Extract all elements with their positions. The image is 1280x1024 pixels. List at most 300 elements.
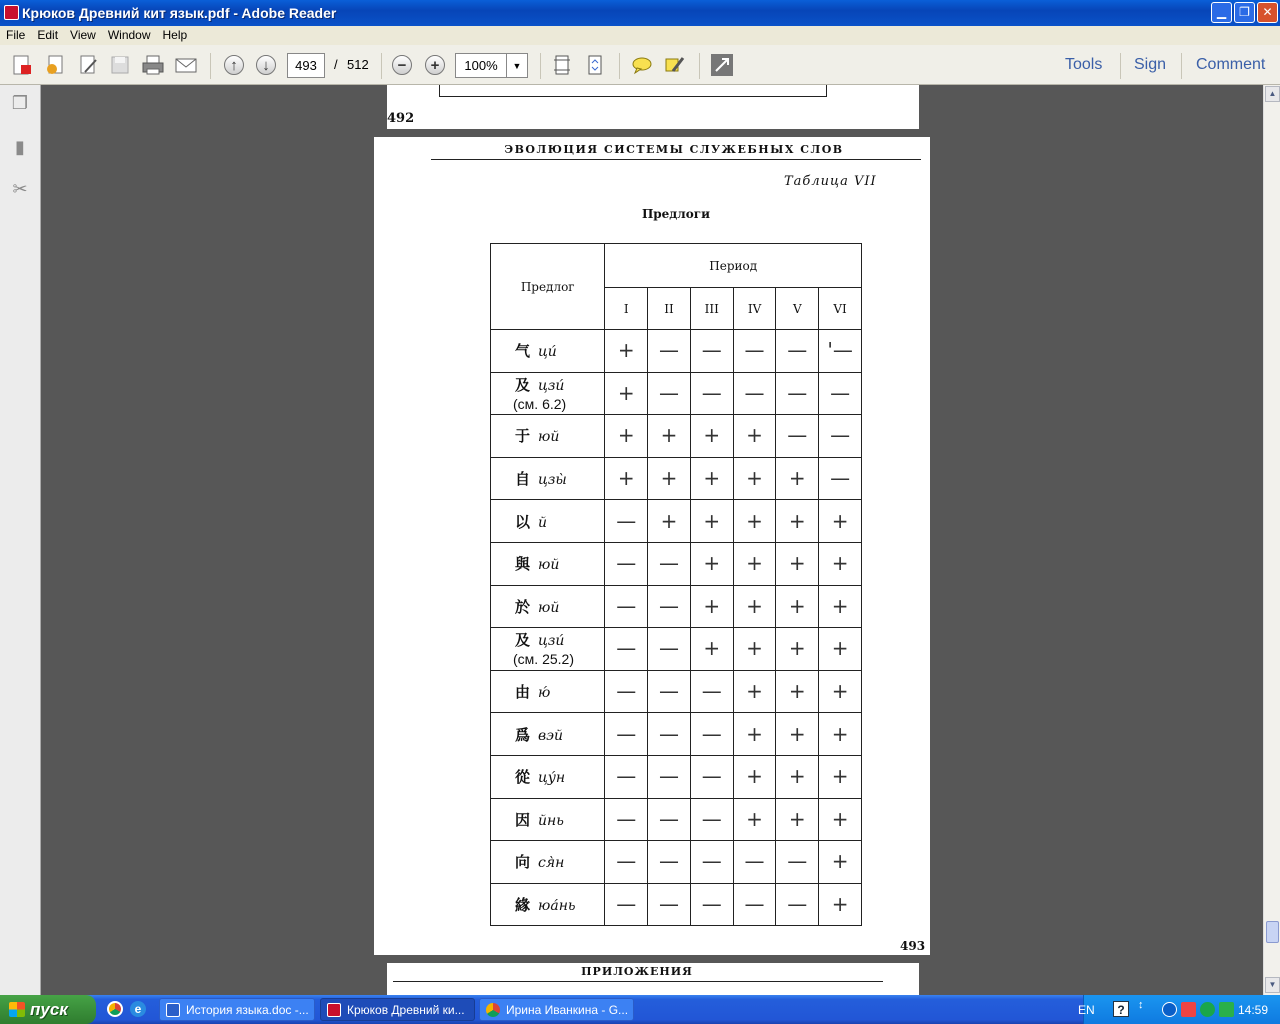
- table-row: [491, 585, 862, 628]
- usage-mark: +: [788, 508, 806, 533]
- menu-edit[interactable]: Edit: [37, 28, 59, 42]
- table-row: [491, 841, 862, 884]
- usage-mark: —: [659, 806, 680, 831]
- usage-mark: +: [831, 679, 849, 704]
- table-row: [491, 372, 862, 415]
- preposition-column-header: Предлог: [491, 244, 605, 330]
- usage-mark: —: [616, 806, 637, 831]
- table-row: [491, 500, 862, 543]
- mark-cell: [690, 415, 733, 458]
- hanzi: 气: [515, 342, 531, 361]
- fit-width-icon[interactable]: [581, 51, 609, 79]
- mark-cell: [776, 883, 819, 926]
- menu-file[interactable]: File: [6, 28, 26, 42]
- window-title: Крюков Древний кит язык.pdf - Adobe Reader: [22, 5, 337, 21]
- table-row: [491, 755, 862, 798]
- usage-mark: —: [616, 764, 637, 789]
- arrow-up-icon: ↑: [224, 55, 244, 75]
- attachments-icon[interactable]: ✂: [12, 179, 28, 199]
- hanzi: 從: [515, 768, 531, 787]
- transcription: вэй: [538, 727, 564, 744]
- table-row: [491, 330, 862, 373]
- transcription: ся̀н: [538, 855, 565, 872]
- transcription: юй: [538, 429, 560, 446]
- preposition-cell: [491, 628, 605, 671]
- hanzi: 於: [515, 597, 531, 616]
- mark-cell: [648, 798, 691, 841]
- mark-cell: [733, 628, 776, 671]
- mark-cell: [733, 457, 776, 500]
- usage-mark: —: [616, 849, 637, 874]
- mark-cell: [733, 415, 776, 458]
- page-total: 512: [347, 57, 369, 72]
- transcription: йнь: [538, 812, 564, 829]
- mark-cell: [776, 415, 819, 458]
- table-row: [491, 713, 862, 756]
- hanzi: 爲: [515, 725, 531, 744]
- usage-mark: —: [659, 380, 680, 405]
- transcription: юй: [538, 599, 560, 616]
- usage-mark: —: [701, 338, 722, 363]
- usage-mark: +: [788, 636, 806, 661]
- toolbar-separator: [540, 53, 541, 79]
- period-header-5: V: [776, 288, 819, 330]
- scroll-thumb[interactable]: [1266, 921, 1279, 943]
- word-icon: [166, 1003, 180, 1017]
- mark-cell: [690, 372, 733, 415]
- table-title: Предлоги: [641, 207, 711, 221]
- toolbar: [0, 45, 1280, 85]
- close-button[interactable]: ✕: [1257, 2, 1278, 23]
- hanzi: 自: [515, 470, 531, 489]
- task-label: История языка.doc -...: [186, 1003, 309, 1017]
- scroll-up-button[interactable]: ▲: [1265, 86, 1280, 102]
- pdf-icon: [327, 1003, 341, 1017]
- open-file-icon[interactable]: [41, 51, 69, 79]
- mark-cell: [648, 755, 691, 798]
- transcription: цзы̀: [538, 472, 567, 489]
- usage-mark: +: [746, 764, 763, 789]
- zoom-level-input[interactable]: 100%: [455, 53, 507, 78]
- usage-mark: —: [701, 892, 722, 917]
- mark-cell: [690, 798, 733, 841]
- usage-mark: —: [830, 380, 851, 405]
- mark-cell: [776, 713, 819, 756]
- mark-cell: [776, 628, 819, 671]
- page-thumbnails-icon[interactable]: ❐: [11, 93, 29, 113]
- usage-mark: +: [788, 551, 806, 576]
- preposition-cell: [491, 372, 605, 415]
- usage-mark: +: [831, 764, 849, 789]
- system-tray: [1078, 995, 1280, 1024]
- mark-cell: [733, 883, 776, 926]
- period-header-4: IV: [733, 288, 776, 330]
- mark-cell: [648, 713, 691, 756]
- usage-mark: +: [831, 892, 849, 917]
- mark-cell: [690, 330, 733, 373]
- pdf-app-icon: [4, 5, 19, 20]
- preposition-cell: [491, 841, 605, 884]
- messenger-icon[interactable]: [1200, 1002, 1215, 1017]
- usage-mark: —: [616, 508, 637, 533]
- preposition-cell: [491, 670, 605, 713]
- usage-mark: +: [746, 593, 763, 618]
- email-icon[interactable]: [172, 51, 200, 79]
- restore-button[interactable]: ❐: [1234, 2, 1255, 23]
- preposition-cell: [491, 457, 605, 500]
- usage-mark: —: [659, 551, 680, 576]
- usage-mark: +: [831, 806, 849, 831]
- usage-mark: +: [703, 551, 721, 576]
- usage-mark: +: [617, 466, 635, 491]
- usage-mark: —: [701, 764, 722, 789]
- usage-mark: —: [830, 423, 851, 448]
- mark-cell: [605, 841, 648, 884]
- period-column-header: Период: [605, 244, 862, 288]
- minimize-button[interactable]: ▁: [1211, 2, 1232, 23]
- preposition-cell: [491, 500, 605, 543]
- usage-mark: —: [659, 338, 680, 363]
- mark-cell: [776, 542, 819, 585]
- mark-cell: [819, 713, 862, 756]
- mark-cell: [605, 415, 648, 458]
- mark-cell: [733, 330, 776, 373]
- hanzi: 因: [515, 810, 531, 829]
- usage-mark: —: [744, 380, 765, 405]
- cross-reference: (см. 25.2): [513, 651, 574, 668]
- mark-cell: [690, 457, 733, 500]
- mark-cell: [690, 500, 733, 543]
- table-row: [491, 542, 862, 585]
- mark-cell: [605, 372, 648, 415]
- mark-cell: [776, 330, 819, 373]
- usage-mark: +: [831, 636, 849, 661]
- usage-mark: —: [701, 721, 722, 746]
- ie-quicklaunch-icon[interactable]: e: [130, 1001, 146, 1017]
- previous-page: [387, 85, 919, 129]
- running-header: ЭВОЛЮЦИЯ СИСТЕМЫ СЛУЖЕБНЫХ СЛОВ: [504, 143, 844, 156]
- hanzi: 向: [515, 853, 531, 872]
- usage-mark: +: [746, 508, 763, 533]
- expand-icon[interactable]: [708, 51, 736, 79]
- menu-view[interactable]: View: [70, 28, 96, 42]
- utility-icon[interactable]: [1219, 1002, 1234, 1017]
- usage-mark: +: [703, 466, 721, 491]
- transcription: й: [538, 514, 548, 531]
- minus-icon: −: [392, 55, 412, 75]
- mark-cell: [648, 372, 691, 415]
- mark-cell: [733, 372, 776, 415]
- mark-cell: [605, 713, 648, 756]
- next-page: [387, 963, 919, 995]
- mark-cell: [819, 542, 862, 585]
- mark-cell: [733, 542, 776, 585]
- previous-page-button[interactable]: [220, 51, 248, 79]
- sticky-note-icon[interactable]: [628, 51, 656, 79]
- usage-mark: +: [703, 508, 721, 533]
- vertical-scrollbar[interactable]: [1263, 85, 1280, 995]
- mark-cell: [776, 500, 819, 543]
- create-pdf-icon[interactable]: [8, 51, 36, 79]
- preposition-cell: [491, 330, 605, 373]
- menu-bar: [0, 26, 1280, 45]
- mark-cell: [648, 841, 691, 884]
- mark-cell: [776, 798, 819, 841]
- usage-mark: +: [660, 466, 678, 491]
- usage-mark: +: [788, 764, 806, 789]
- mark-cell: [605, 670, 648, 713]
- mark-cell: [605, 457, 648, 500]
- language-indicator[interactable]: EN: [1078, 1003, 1095, 1017]
- usage-mark: —: [701, 380, 722, 405]
- sign-pane-button[interactable]: Sign: [1134, 56, 1167, 73]
- menu-window[interactable]: Window: [107, 28, 151, 42]
- usage-mark: +: [831, 721, 849, 746]
- chevron-down-icon: ▼: [512, 60, 522, 71]
- mark-cell: [648, 628, 691, 671]
- previous-table-fragment: [439, 85, 827, 97]
- mark-cell: [819, 372, 862, 415]
- hanzi: 于: [515, 427, 531, 446]
- mark-cell: [690, 755, 733, 798]
- mark-cell: [776, 457, 819, 500]
- mark-cell: [776, 841, 819, 884]
- mark-cell: [605, 628, 648, 671]
- mark-cell: [690, 841, 733, 884]
- usage-mark: +: [617, 423, 635, 448]
- usage-mark: +: [788, 806, 806, 831]
- table-row: [491, 457, 862, 500]
- mark-cell: [648, 330, 691, 373]
- preposition-cell: [491, 883, 605, 926]
- mark-cell: [776, 755, 819, 798]
- toolbar-separator: [619, 53, 620, 79]
- hanzi: 緣: [515, 896, 531, 915]
- usage-mark: —: [659, 721, 680, 746]
- usage-mark: —: [787, 849, 808, 874]
- mark-cell: [733, 755, 776, 798]
- document-viewport[interactable]: [41, 85, 1263, 995]
- chrome-icon: [486, 1003, 500, 1017]
- previous-page-number: 492: [387, 111, 415, 126]
- mark-cell: [648, 585, 691, 628]
- table-row: [491, 628, 862, 671]
- bookmarks-icon[interactable]: ▮: [15, 137, 25, 157]
- mark-cell: [819, 500, 862, 543]
- help-icon[interactable]: ?: [1113, 1001, 1129, 1017]
- preposition-cell: [491, 755, 605, 798]
- mark-cell: [733, 798, 776, 841]
- usage-mark: —: [659, 593, 680, 618]
- plus-icon: +: [425, 55, 445, 75]
- usage-mark: +: [703, 636, 721, 661]
- preposition-cell: [491, 713, 605, 756]
- header-row: [491, 244, 862, 288]
- usage-mark: —: [787, 892, 808, 917]
- hanzi: 以: [515, 512, 531, 531]
- transcription: ю́: [538, 685, 551, 702]
- chrome-quicklaunch-icon[interactable]: [107, 1001, 123, 1017]
- usage-mark: +: [831, 849, 849, 874]
- task-label: Крюков Древний ки...: [347, 1003, 465, 1017]
- task-label: Ирина Иванкина - G...: [506, 1003, 629, 1017]
- usage-mark: +: [788, 721, 806, 746]
- current-page: [374, 137, 930, 955]
- mark-cell: [605, 585, 648, 628]
- mark-cell: [648, 542, 691, 585]
- usage-mark: +: [746, 551, 763, 576]
- prepositions-table: [490, 243, 862, 926]
- scroll-down-button[interactable]: ▼: [1265, 977, 1280, 993]
- mark-cell: [690, 713, 733, 756]
- mark-cell: [648, 883, 691, 926]
- taskbar-item-reader[interactable]: [320, 998, 475, 1021]
- preposition-cell: [491, 415, 605, 458]
- usage-mark: +: [831, 508, 849, 533]
- table-row: [491, 415, 862, 458]
- usage-mark: +: [703, 593, 721, 618]
- page-separator: /: [334, 57, 338, 72]
- mark-cell: [819, 628, 862, 671]
- usage-mark: —: [701, 806, 722, 831]
- mark-cell: [733, 670, 776, 713]
- toolbar-separator: [699, 53, 700, 79]
- preposition-cell: [491, 542, 605, 585]
- transcription: цу́н: [538, 770, 566, 787]
- usage-mark: —: [701, 679, 722, 704]
- mark-cell: [605, 500, 648, 543]
- usage-mark: —: [616, 551, 637, 576]
- mark-cell: [648, 500, 691, 543]
- usage-mark: —: [659, 679, 680, 704]
- transcription: цзи́: [538, 377, 565, 394]
- edit-document-icon[interactable]: [74, 51, 102, 79]
- hanzi: 與: [515, 555, 531, 574]
- mark-cell: [733, 585, 776, 628]
- toolbar-separator: [1120, 53, 1121, 79]
- mark-cell: [733, 841, 776, 884]
- period-header-1: I: [605, 288, 648, 330]
- usage-mark: +: [788, 593, 806, 618]
- page-number-input[interactable]: 493: [287, 53, 325, 78]
- usage-mark: +: [660, 508, 678, 533]
- usage-mark: +: [788, 679, 806, 704]
- title-bar: [0, 0, 1280, 26]
- usage-mark: +: [831, 593, 849, 618]
- fit-page-icon[interactable]: [548, 51, 576, 79]
- start-button[interactable]: [0, 995, 96, 1024]
- usage-mark: —: [787, 380, 808, 405]
- mark-cell: [690, 585, 733, 628]
- highlight-text-icon[interactable]: [661, 51, 689, 79]
- usage-mark: —: [616, 636, 637, 661]
- usage-mark: +: [831, 551, 849, 576]
- usage-mark: —: [659, 636, 680, 661]
- transcription: цзи́: [538, 633, 565, 650]
- transcription: ци́: [538, 344, 557, 361]
- mark-cell: [648, 415, 691, 458]
- usage-mark: —: [787, 423, 808, 448]
- usage-mark: +: [746, 721, 763, 746]
- mark-cell: [690, 542, 733, 585]
- usage-mark: —: [659, 764, 680, 789]
- mark-cell: [690, 670, 733, 713]
- zoom-in-button[interactable]: [421, 51, 449, 79]
- period-header-6: VI: [819, 288, 862, 330]
- page-number: 493: [900, 939, 926, 953]
- mark-cell: [819, 415, 862, 458]
- mark-cell: [648, 457, 691, 500]
- next-page-button[interactable]: [252, 51, 280, 79]
- arrow-down-icon: ↓: [256, 55, 276, 75]
- usage-mark: —: [701, 849, 722, 874]
- usage-mark: '—: [827, 338, 853, 363]
- mark-cell: [733, 500, 776, 543]
- mark-cell: [605, 798, 648, 841]
- mark-cell: [690, 883, 733, 926]
- comment-pane-button[interactable]: Comment: [1196, 56, 1266, 73]
- mark-cell: [776, 670, 819, 713]
- mark-cell: [605, 330, 648, 373]
- network-icon[interactable]: ↕: [1138, 999, 1144, 1011]
- usage-mark: —: [744, 338, 765, 363]
- zoom-dropdown-button[interactable]: [506, 53, 528, 78]
- usage-mark: +: [746, 806, 763, 831]
- usage-mark: —: [659, 849, 680, 874]
- next-page-header: ПРИЛОЖЕНИЯ: [581, 965, 693, 978]
- zoom-out-button[interactable]: [388, 51, 416, 79]
- usage-mark: +: [788, 466, 806, 491]
- usage-mark: —: [744, 849, 765, 874]
- usage-mark: —: [616, 593, 637, 618]
- mark-cell: [819, 330, 862, 373]
- mark-cell: [648, 670, 691, 713]
- usage-mark: —: [787, 338, 808, 363]
- usage-mark: +: [746, 636, 763, 661]
- hanzi: 及: [515, 375, 531, 394]
- table-row: [491, 670, 862, 713]
- tools-pane-button[interactable]: Tools: [1065, 56, 1103, 73]
- usage-mark: —: [616, 721, 637, 746]
- usage-mark: +: [617, 380, 635, 405]
- mark-cell: [605, 755, 648, 798]
- preposition-cell: [491, 585, 605, 628]
- print-icon[interactable]: [139, 51, 167, 79]
- table-label: Таблица VII: [784, 174, 877, 189]
- usage-mark: +: [746, 423, 763, 448]
- usage-mark: +: [703, 423, 721, 448]
- mark-cell: [776, 372, 819, 415]
- mark-cell: [819, 755, 862, 798]
- toolbar-separator: [1181, 53, 1182, 79]
- cross-reference: (см. 6.2): [513, 395, 567, 412]
- usage-mark: +: [617, 338, 635, 363]
- toolbar-separator: [210, 53, 211, 79]
- taskbar-item-chrome[interactable]: [479, 998, 634, 1021]
- hanzi: 及: [515, 631, 531, 650]
- mark-cell: [605, 883, 648, 926]
- hanzi: 由: [515, 683, 531, 702]
- toolbar-separator: [381, 53, 382, 79]
- windows-logo-icon: [9, 1002, 25, 1017]
- show-hidden-icons-icon[interactable]: [1162, 1002, 1177, 1017]
- usage-mark: +: [746, 679, 763, 704]
- antivirus-icon[interactable]: [1181, 1002, 1196, 1017]
- taskbar-item-word[interactable]: [159, 998, 315, 1021]
- save-icon[interactable]: [106, 51, 134, 79]
- menu-help[interactable]: Help: [162, 28, 188, 42]
- next-header-rule: [393, 981, 883, 982]
